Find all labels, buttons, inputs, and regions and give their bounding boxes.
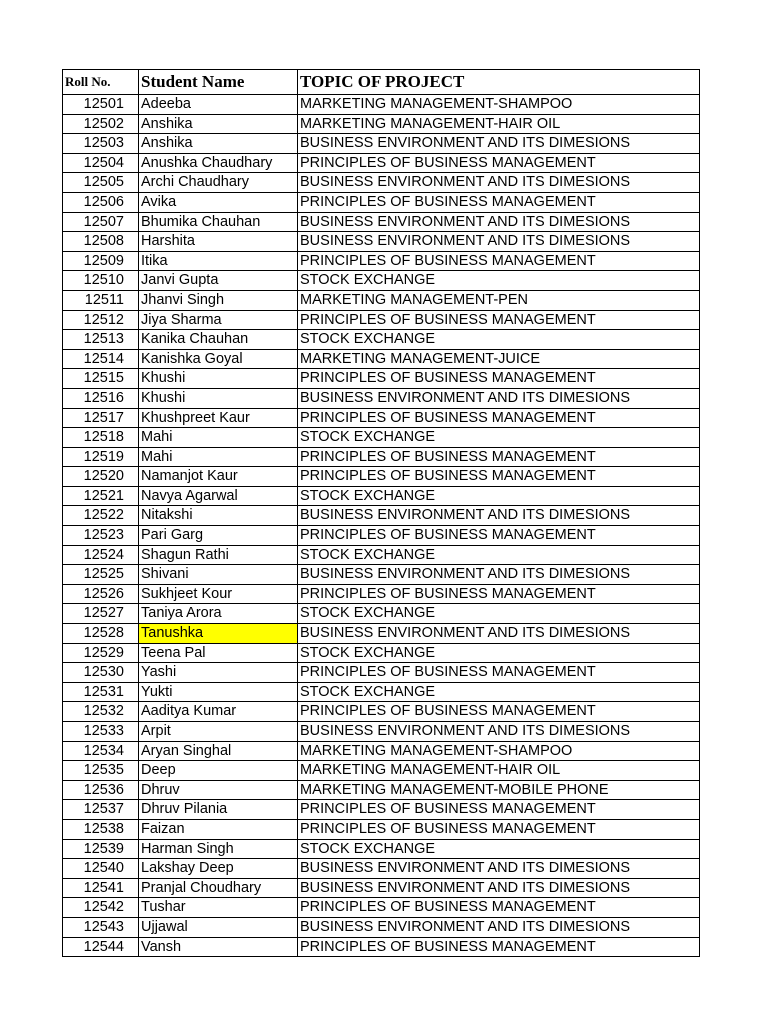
topic-cell[interactable]: PRINCIPLES OF BUSINESS MANAGEMENT xyxy=(298,408,700,428)
roll-cell[interactable]: 12540 xyxy=(63,859,139,879)
name-cell[interactable]: Yashi xyxy=(139,663,298,683)
name-cell[interactable]: Dhruv Pilania xyxy=(139,800,298,820)
table-row xyxy=(63,682,700,702)
name-cell[interactable]: Avika xyxy=(139,192,298,212)
roll-cell[interactable]: 12505 xyxy=(63,173,139,193)
roll-cell[interactable]: 12516 xyxy=(63,388,139,408)
name-cell[interactable]: Khushpreet Kaur xyxy=(139,408,298,428)
name-cell[interactable]: Teena Pal xyxy=(139,643,298,663)
table-row xyxy=(63,780,700,800)
name-cell[interactable]: Bhumika Chauhan xyxy=(139,212,298,232)
name-cell[interactable]: Janvi Gupta xyxy=(139,271,298,291)
name-cell[interactable]: Jhanvi Singh xyxy=(139,290,298,310)
table-row xyxy=(63,937,700,957)
name-cell[interactable]: Tanushka xyxy=(139,624,298,644)
table-row xyxy=(63,173,700,193)
roll-cell[interactable]: 12513 xyxy=(63,330,139,350)
name-cell[interactable]: Jiya Sharma xyxy=(139,310,298,330)
table-row xyxy=(63,878,700,898)
topic-cell[interactable]: STOCK EXCHANGE xyxy=(298,682,700,702)
name-cell[interactable]: Nitakshi xyxy=(139,506,298,526)
topic-cell[interactable]: BUSINESS ENVIRONMENT AND ITS DIMESIONS xyxy=(298,565,700,585)
topic-cell[interactable]: PRINCIPLES OF BUSINESS MANAGEMENT xyxy=(298,584,700,604)
name-cell[interactable]: Archi Chaudhary xyxy=(139,173,298,193)
table-row xyxy=(63,898,700,918)
table-row xyxy=(63,819,700,839)
name-cell[interactable]: Namanjot Kaur xyxy=(139,467,298,487)
roll-cell[interactable]: 12542 xyxy=(63,898,139,918)
roll-cell[interactable]: 12534 xyxy=(63,741,139,761)
topic-cell[interactable]: MARKETING MANAGEMENT-SHAMPOO xyxy=(298,741,700,761)
roll-cell[interactable]: 12506 xyxy=(63,192,139,212)
name-cell[interactable]: Itika xyxy=(139,251,298,271)
table-row xyxy=(63,310,700,330)
roll-cell[interactable]: 12509 xyxy=(63,251,139,271)
topic-cell[interactable]: MARKETING MANAGEMENT-PEN xyxy=(298,290,700,310)
roll-cell[interactable]: 12525 xyxy=(63,565,139,585)
roll-cell[interactable]: 12517 xyxy=(63,408,139,428)
table-row xyxy=(63,624,700,644)
name-cell[interactable]: Navya Agarwal xyxy=(139,486,298,506)
name-cell[interactable]: Sukhjeet Kour xyxy=(139,584,298,604)
topic-cell[interactable]: PRINCIPLES OF BUSINESS MANAGEMENT xyxy=(298,369,700,389)
table-row xyxy=(63,859,700,879)
table-row xyxy=(63,584,700,604)
table-row xyxy=(63,212,700,232)
topic-cell[interactable]: BUSINESS ENVIRONMENT AND ITS DIMESIONS xyxy=(298,624,700,644)
topic-cell[interactable]: BUSINESS ENVIRONMENT AND ITS DIMESIONS xyxy=(298,388,700,408)
roll-cell[interactable]: 12538 xyxy=(63,819,139,839)
topic-cell[interactable]: PRINCIPLES OF BUSINESS MANAGEMENT xyxy=(298,800,700,820)
topic-cell[interactable]: MARKETING MANAGEMENT-JUICE xyxy=(298,349,700,369)
roll-cell[interactable]: 12508 xyxy=(63,232,139,252)
name-cell[interactable]: Dhruv xyxy=(139,780,298,800)
table-row xyxy=(63,251,700,271)
name-cell[interactable]: Adeeba xyxy=(139,95,298,115)
roll-cell[interactable]: 12528 xyxy=(63,624,139,644)
topic-cell[interactable]: PRINCIPLES OF BUSINESS MANAGEMENT xyxy=(298,467,700,487)
name-cell[interactable]: Ujjawal xyxy=(139,917,298,937)
topic-cell[interactable]: PRINCIPLES OF BUSINESS MANAGEMENT xyxy=(298,898,700,918)
roll-cell[interactable]: 12523 xyxy=(63,526,139,546)
roll-cell[interactable]: 12511 xyxy=(63,290,139,310)
name-cell[interactable]: Yukti xyxy=(139,682,298,702)
name-cell[interactable]: Arpit xyxy=(139,722,298,742)
topic-cell[interactable]: MARKETING MANAGEMENT-SHAMPOO xyxy=(298,95,700,115)
name-cell[interactable]: Tushar xyxy=(139,898,298,918)
topic-cell[interactable]: PRINCIPLES OF BUSINESS MANAGEMENT xyxy=(298,819,700,839)
header-student-name[interactable]: Student Name xyxy=(139,70,298,95)
topic-cell[interactable]: STOCK EXCHANGE xyxy=(298,330,700,350)
roll-cell[interactable]: 12541 xyxy=(63,878,139,898)
table-row xyxy=(63,839,700,859)
roll-cell[interactable]: 12520 xyxy=(63,467,139,487)
roll-cell[interactable]: 12529 xyxy=(63,643,139,663)
name-cell[interactable]: Mahi xyxy=(139,428,298,448)
topic-cell[interactable]: STOCK EXCHANGE xyxy=(298,486,700,506)
roll-cell[interactable]: 12539 xyxy=(63,839,139,859)
table-row xyxy=(63,192,700,212)
roll-cell[interactable]: 12504 xyxy=(63,153,139,173)
roll-cell[interactable]: 12537 xyxy=(63,800,139,820)
roll-cell[interactable]: 12501 xyxy=(63,95,139,115)
name-cell[interactable]: Deep xyxy=(139,761,298,781)
name-cell[interactable]: Pari Garg xyxy=(139,526,298,546)
name-cell[interactable]: Mahi xyxy=(139,447,298,467)
name-cell[interactable]: Anshika xyxy=(139,134,298,154)
name-cell[interactable]: Khushi xyxy=(139,369,298,389)
topic-cell[interactable]: STOCK EXCHANGE xyxy=(298,604,700,624)
topic-cell[interactable]: PRINCIPLES OF BUSINESS MANAGEMENT xyxy=(298,702,700,722)
table-row xyxy=(63,506,700,526)
table-row xyxy=(63,722,700,742)
roll-cell[interactable]: 12514 xyxy=(63,349,139,369)
name-cell[interactable]: Taniya Arora xyxy=(139,604,298,624)
roll-cell[interactable]: 12532 xyxy=(63,702,139,722)
table-row xyxy=(63,428,700,448)
roll-cell[interactable]: 12530 xyxy=(63,663,139,683)
roll-cell[interactable]: 12512 xyxy=(63,310,139,330)
roll-cell[interactable]: 12503 xyxy=(63,134,139,154)
name-cell[interactable]: Shivani xyxy=(139,565,298,585)
table-row xyxy=(63,486,700,506)
name-cell[interactable]: Kanika Chauhan xyxy=(139,330,298,350)
table-body xyxy=(63,95,700,957)
name-cell[interactable]: Vansh xyxy=(139,937,298,957)
table-row xyxy=(63,95,700,115)
table-row xyxy=(63,741,700,761)
table-row xyxy=(63,663,700,683)
table-row xyxy=(63,565,700,585)
name-cell[interactable]: Anshika xyxy=(139,114,298,134)
table-row xyxy=(63,271,700,291)
table-row xyxy=(63,134,700,154)
topic-cell[interactable]: BUSINESS ENVIRONMENT AND ITS DIMESIONS xyxy=(298,859,700,879)
name-cell[interactable]: Kanishka Goyal xyxy=(139,349,298,369)
name-cell[interactable]: Lakshay Deep xyxy=(139,859,298,879)
project-topics-table xyxy=(62,69,700,957)
name-cell[interactable]: Aryan Singhal xyxy=(139,741,298,761)
roll-cell[interactable]: 12527 xyxy=(63,604,139,624)
topic-cell[interactable]: PRINCIPLES OF BUSINESS MANAGEMENT xyxy=(298,937,700,957)
topic-cell[interactable]: MARKETING MANAGEMENT-HAIR OIL xyxy=(298,761,700,781)
topic-cell[interactable]: PRINCIPLES OF BUSINESS MANAGEMENT xyxy=(298,663,700,683)
name-cell[interactable]: Shagun Rathi xyxy=(139,545,298,565)
table-row xyxy=(63,545,700,565)
topic-cell[interactable]: PRINCIPLES OF BUSINESS MANAGEMENT xyxy=(298,310,700,330)
roll-cell[interactable]: 12507 xyxy=(63,212,139,232)
topic-cell[interactable]: STOCK EXCHANGE xyxy=(298,545,700,565)
topic-cell[interactable]: BUSINESS ENVIRONMENT AND ITS DIMESIONS xyxy=(298,134,700,154)
topic-cell[interactable]: BUSINESS ENVIRONMENT AND ITS DIMESIONS xyxy=(298,173,700,193)
table-row xyxy=(63,800,700,820)
topic-cell[interactable]: PRINCIPLES OF BUSINESS MANAGEMENT xyxy=(298,251,700,271)
roll-cell[interactable]: 12519 xyxy=(63,447,139,467)
table-row xyxy=(63,761,700,781)
topic-cell[interactable]: PRINCIPLES OF BUSINESS MANAGEMENT xyxy=(298,192,700,212)
header-row xyxy=(63,70,700,95)
roll-cell[interactable]: 12522 xyxy=(63,506,139,526)
table-row xyxy=(63,290,700,310)
table-row xyxy=(63,369,700,389)
header-topic[interactable]: TOPIC OF PROJECT xyxy=(298,70,700,95)
roll-cell[interactable]: 12518 xyxy=(63,428,139,448)
table-row xyxy=(63,153,700,173)
topic-cell[interactable]: STOCK EXCHANGE xyxy=(298,428,700,448)
topic-cell[interactable]: BUSINESS ENVIRONMENT AND ITS DIMESIONS xyxy=(298,212,700,232)
name-cell[interactable]: Faizan xyxy=(139,819,298,839)
table-row xyxy=(63,114,700,134)
roll-cell[interactable]: 12524 xyxy=(63,545,139,565)
roll-cell[interactable]: 12515 xyxy=(63,369,139,389)
topic-cell[interactable]: MARKETING MANAGEMENT-HAIR OIL xyxy=(298,114,700,134)
name-cell[interactable]: Khushi xyxy=(139,388,298,408)
topic-cell[interactable]: STOCK EXCHANGE xyxy=(298,839,700,859)
table-row xyxy=(63,702,700,722)
roll-cell[interactable]: 12535 xyxy=(63,761,139,781)
topic-cell[interactable]: MARKETING MANAGEMENT-MOBILE PHONE xyxy=(298,780,700,800)
table-row xyxy=(63,917,700,937)
table-row xyxy=(63,388,700,408)
roll-cell[interactable]: 12502 xyxy=(63,114,139,134)
roll-cell[interactable]: 12543 xyxy=(63,917,139,937)
topic-cell[interactable]: STOCK EXCHANGE xyxy=(298,271,700,291)
name-cell[interactable]: Anushka Chaudhary xyxy=(139,153,298,173)
topic-cell[interactable]: PRINCIPLES OF BUSINESS MANAGEMENT xyxy=(298,447,700,467)
table-row xyxy=(63,604,700,624)
roll-cell[interactable]: 12531 xyxy=(63,682,139,702)
topic-cell[interactable]: BUSINESS ENVIRONMENT AND ITS DIMESIONS xyxy=(298,917,700,937)
name-cell[interactable]: Aaditya Kumar xyxy=(139,702,298,722)
topic-cell[interactable]: PRINCIPLES OF BUSINESS MANAGEMENT xyxy=(298,526,700,546)
name-cell[interactable]: Pranjal Choudhary xyxy=(139,878,298,898)
roll-cell[interactable]: 12521 xyxy=(63,486,139,506)
topic-cell[interactable]: BUSINESS ENVIRONMENT AND ITS DIMESIONS xyxy=(298,232,700,252)
topic-cell[interactable]: BUSINESS ENVIRONMENT AND ITS DIMESIONS xyxy=(298,878,700,898)
table-row xyxy=(63,643,700,663)
roll-cell[interactable]: 12510 xyxy=(63,271,139,291)
roll-cell[interactable]: 12533 xyxy=(63,722,139,742)
topic-cell[interactable]: BUSINESS ENVIRONMENT AND ITS DIMESIONS xyxy=(298,722,700,742)
roll-cell[interactable]: 12536 xyxy=(63,780,139,800)
name-cell[interactable]: Harshita xyxy=(139,232,298,252)
table-row xyxy=(63,232,700,252)
table-row xyxy=(63,330,700,350)
table-row xyxy=(63,467,700,487)
roll-cell[interactable]: 12544 xyxy=(63,937,139,957)
table-row xyxy=(63,526,700,546)
header-roll-no[interactable]: Roll No. xyxy=(63,70,139,95)
topic-cell[interactable]: BUSINESS ENVIRONMENT AND ITS DIMESIONS xyxy=(298,506,700,526)
topic-cell[interactable]: STOCK EXCHANGE xyxy=(298,643,700,663)
table-row xyxy=(63,349,700,369)
table-row xyxy=(63,447,700,467)
roll-cell[interactable]: 12526 xyxy=(63,584,139,604)
name-cell[interactable]: Harman Singh xyxy=(139,839,298,859)
table-row xyxy=(63,408,700,428)
topic-cell[interactable]: PRINCIPLES OF BUSINESS MANAGEMENT xyxy=(298,153,700,173)
